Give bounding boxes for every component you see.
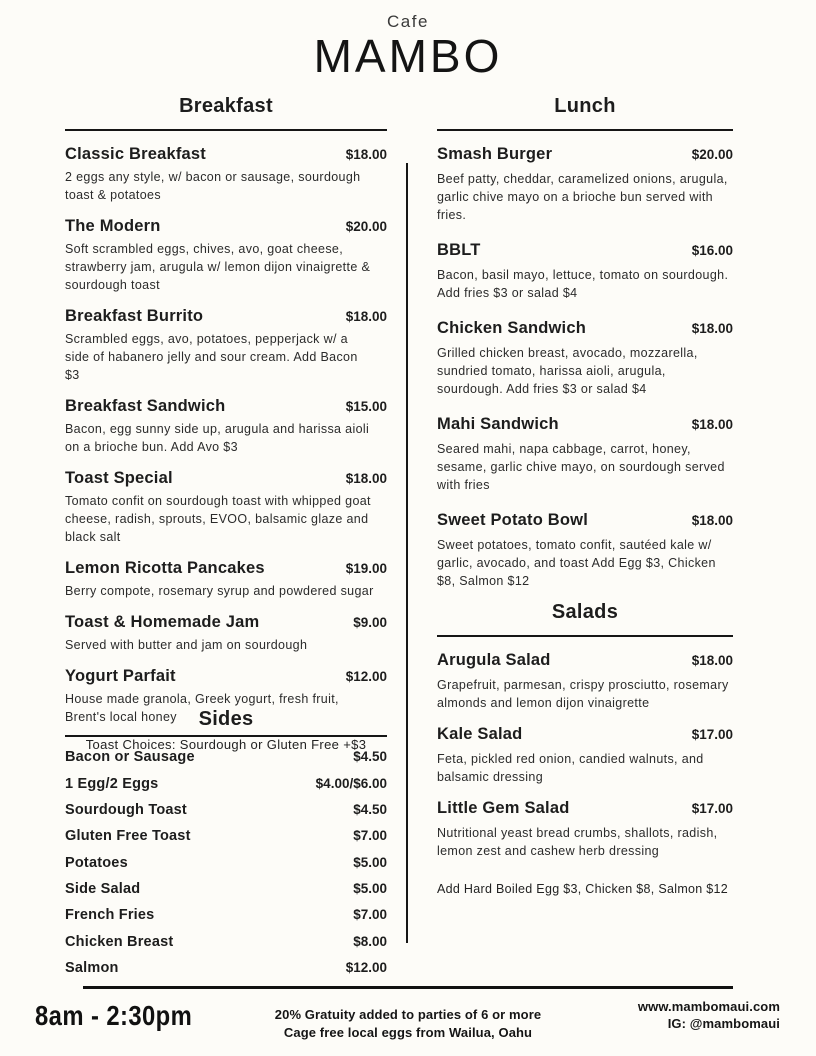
menu-item-head [437, 509, 733, 531]
menu-item-description: Nutritional yeast bread crumbs, shallots, radish, lemon zest and cashew herb dressing [437, 826, 718, 858]
side-name: Sourdough Toast [65, 801, 187, 818]
menu-item-description: Tomato confit on sourdough toast with whipped goat cheese, radish, sprouts, EVOO, balsamic glaze and black salt [65, 494, 371, 544]
eggs-note: Cage free local eggs from Wailua, Oahu [283, 1025, 533, 1040]
menu-item-description: Grapefruit, parmesan, crispy prosciutto, rosemary almonds and lemon dijon vinaigrette [437, 678, 729, 710]
menu-item-price: $18.00 [345, 147, 387, 162]
menu-item-name: Chicken Sandwich [437, 319, 586, 337]
menu-item-price: $20.00 [691, 147, 733, 162]
menu-item-head [437, 413, 733, 435]
footer-contact [638, 998, 780, 1032]
menu-item-description: Bacon, egg sunny side up, arugula and harissa aioli on a brioche bun. Add Avo $3 [65, 422, 370, 454]
menu-item-head [65, 665, 387, 687]
menu-item-name: Arugula Salad [437, 651, 551, 669]
menu-item-price: $16.00 [691, 243, 733, 258]
lunch-section [437, 92, 733, 605]
menu-item-name: Kale Salad [437, 725, 523, 743]
side-row [65, 955, 387, 981]
menu-item [437, 797, 733, 860]
menu-item [65, 395, 387, 456]
menu-item-description: Seared mahi, napa cabbage, carrot, honey, sesame, garlic chive mayo, on sourdough served with fries [437, 442, 725, 492]
menu-item [65, 143, 387, 204]
menu-item-head [437, 797, 733, 819]
menu-item [437, 317, 733, 398]
menu-item-head [65, 143, 387, 165]
menu-item-description: Grilled chicken breast, avocado, mozzarella, sundried tomato, harissa aioli, arugula, sourdough. Add fries $3 or salad $4 [437, 346, 698, 396]
menu-item-head [437, 649, 733, 671]
menu-item-description: Feta, pickled red onion, candied walnuts, and balsamic dressing [437, 752, 704, 784]
menu-item-name: The Modern [65, 217, 161, 235]
side-name: 1 Egg/2 Eggs [65, 775, 159, 792]
menu-item-head [65, 395, 387, 417]
side-name: Salmon [65, 960, 119, 977]
side-row [65, 876, 387, 902]
menu-item-name: Little Gem Salad [437, 799, 570, 817]
menu-item [437, 649, 733, 712]
salads-items [437, 637, 733, 860]
menu-item-name: BBLT [437, 241, 481, 259]
side-price: $7.00 [353, 907, 387, 923]
menu-item [437, 143, 733, 224]
menu-item-head [437, 317, 733, 339]
menu-item-description: Scrambled eggs, avo, potatoes, pepperjack w/ a side of habanero jelly and sour cream. Add Bacon $3 [65, 332, 358, 382]
side-row [65, 770, 387, 796]
side-price: $4.00/$6.00 [315, 775, 387, 791]
menu-item-head [65, 557, 387, 579]
side-name: Chicken Breast [65, 933, 174, 950]
brand-title: MAMBO [313, 30, 503, 82]
menu-item [65, 557, 387, 600]
footer-divider [83, 986, 733, 989]
menu-item-name: Mahi Sandwich [437, 415, 559, 433]
side-price: $7.00 [353, 828, 387, 844]
menu-item-price: $20.00 [345, 219, 387, 234]
menu-item-name: Yogurt Parfait [65, 667, 176, 685]
menu-item-name: Lemon Ricotta Pancakes [65, 559, 265, 577]
opening-hours: 8am - 2:30pm [35, 1000, 193, 1031]
menu-item [437, 239, 733, 302]
salads-section [437, 598, 733, 896]
menu-item-description: Sweet potatoes, tomato confit, sautéed kale w/ garlic, avocado, and toast Add Egg $3, Chicken $8, Salmon $12 [437, 538, 716, 588]
side-name: Potatoes [65, 854, 128, 871]
side-row [65, 797, 387, 823]
menu-item-price: $18.00 [691, 653, 733, 668]
breakfast-items [65, 131, 387, 726]
menu-item-price: $19.00 [345, 561, 387, 576]
menu-item-price: $18.00 [345, 471, 387, 486]
side-name: French Fries [65, 907, 155, 924]
menu-item-price: $17.00 [691, 727, 733, 742]
menu-item [437, 509, 733, 590]
menu-item-name: Breakfast Sandwich [65, 397, 226, 415]
side-name: Side Salad [65, 881, 141, 898]
menu-item-head [437, 143, 733, 165]
menu-item-name: Toast & Homemade Jam [65, 613, 260, 631]
side-row [65, 929, 387, 955]
breakfast-title: Breakfast [65, 92, 387, 131]
menu-item-price: $18.00 [345, 309, 387, 324]
column-divider [406, 163, 408, 943]
menu-item-description: Beef patty, cheddar, caramelized onions, arugula, garlic chive mayo on a brioche bun served with fries. [437, 172, 728, 222]
instagram-handle: IG: @mambomaui [667, 1016, 780, 1031]
salads-title: Salads [437, 598, 733, 637]
menu-item-name: Smash Burger [437, 145, 553, 163]
side-price: $12.00 [345, 960, 387, 976]
menu-item-description: House made granola, Greek yogurt, fresh fruit, Brent's local honey [65, 692, 339, 724]
footer-notes [208, 1006, 608, 1042]
menu-item-description: Berry compote, rosemary syrup and powdered sugar [65, 584, 374, 598]
menu-item-name: Toast Special [65, 469, 173, 487]
side-price: $8.00 [353, 933, 387, 949]
menu-item-price: $18.00 [691, 417, 733, 432]
menu-item-price: $12.00 [345, 669, 387, 684]
gratuity-note: 20% Gratuity added to parties of 6 or more [274, 1007, 542, 1022]
menu-item-name: Breakfast Burrito [65, 307, 204, 325]
menu-item-head [65, 215, 387, 237]
breakfast-section [65, 92, 387, 752]
menu-item-price: $15.00 [345, 399, 387, 414]
menu-item-price: $17.00 [691, 801, 733, 816]
lunch-title: Lunch [437, 92, 733, 131]
menu-item-head [65, 467, 387, 489]
menu-item-head [65, 611, 387, 633]
side-price: $5.00 [353, 881, 387, 897]
salad-addons-note: Add Hard Boiled Egg $3, Chicken $8, Salmon $12 [437, 882, 729, 896]
side-row [65, 850, 387, 876]
menu-item [65, 467, 387, 546]
sides-section [65, 706, 387, 981]
menu-item [437, 413, 733, 494]
menu-item-head [437, 723, 733, 745]
menu-item-head [65, 305, 387, 327]
side-price: $4.50 [353, 749, 387, 765]
side-row [65, 744, 387, 770]
menu-item-name: Sweet Potato Bowl [437, 511, 588, 529]
website-text: www.mambomaui.com [637, 999, 780, 1014]
brand-header [0, 12, 816, 82]
side-row [65, 823, 387, 849]
toast-choices-note: Toast Choices: Sourdough or Gluten Free +$3 [85, 737, 367, 752]
menu-item-description: Soft scrambled eggs, chives, avo, goat cheese, strawberry jam, arugula w/ lemon dijon vinaigrette & sourdough toast [65, 242, 371, 292]
sides-title: Sides [65, 706, 387, 737]
menu-item-price: $9.00 [353, 615, 387, 630]
menu-item-head [437, 239, 733, 261]
sides-rows [65, 737, 387, 981]
menu-item [437, 723, 733, 786]
menu-item-name: Classic Breakfast [65, 145, 206, 163]
menu-item-description: Bacon, basil mayo, lettuce, tomato on sourdough. Add fries $3 or salad $4 [437, 268, 729, 300]
side-name: Bacon or Sausage [65, 749, 195, 766]
menu-item-price: $18.00 [691, 321, 733, 336]
menu-item [65, 611, 387, 654]
menu-item-price: $18.00 [691, 513, 733, 528]
side-price: $4.50 [353, 801, 387, 817]
side-name: Gluten Free Toast [65, 828, 191, 845]
menu-item-description: 2 eggs any style, w/ bacon or sausage, sourdough toast & potatoes [65, 170, 361, 202]
menu-item [65, 305, 387, 384]
menu-item [65, 215, 387, 294]
side-row [65, 902, 387, 928]
side-price: $5.00 [353, 854, 387, 870]
menu-item-description: Served with butter and jam on sourdough [65, 638, 308, 652]
lunch-items [437, 131, 733, 590]
brand-subtitle: Cafe [387, 12, 429, 31]
